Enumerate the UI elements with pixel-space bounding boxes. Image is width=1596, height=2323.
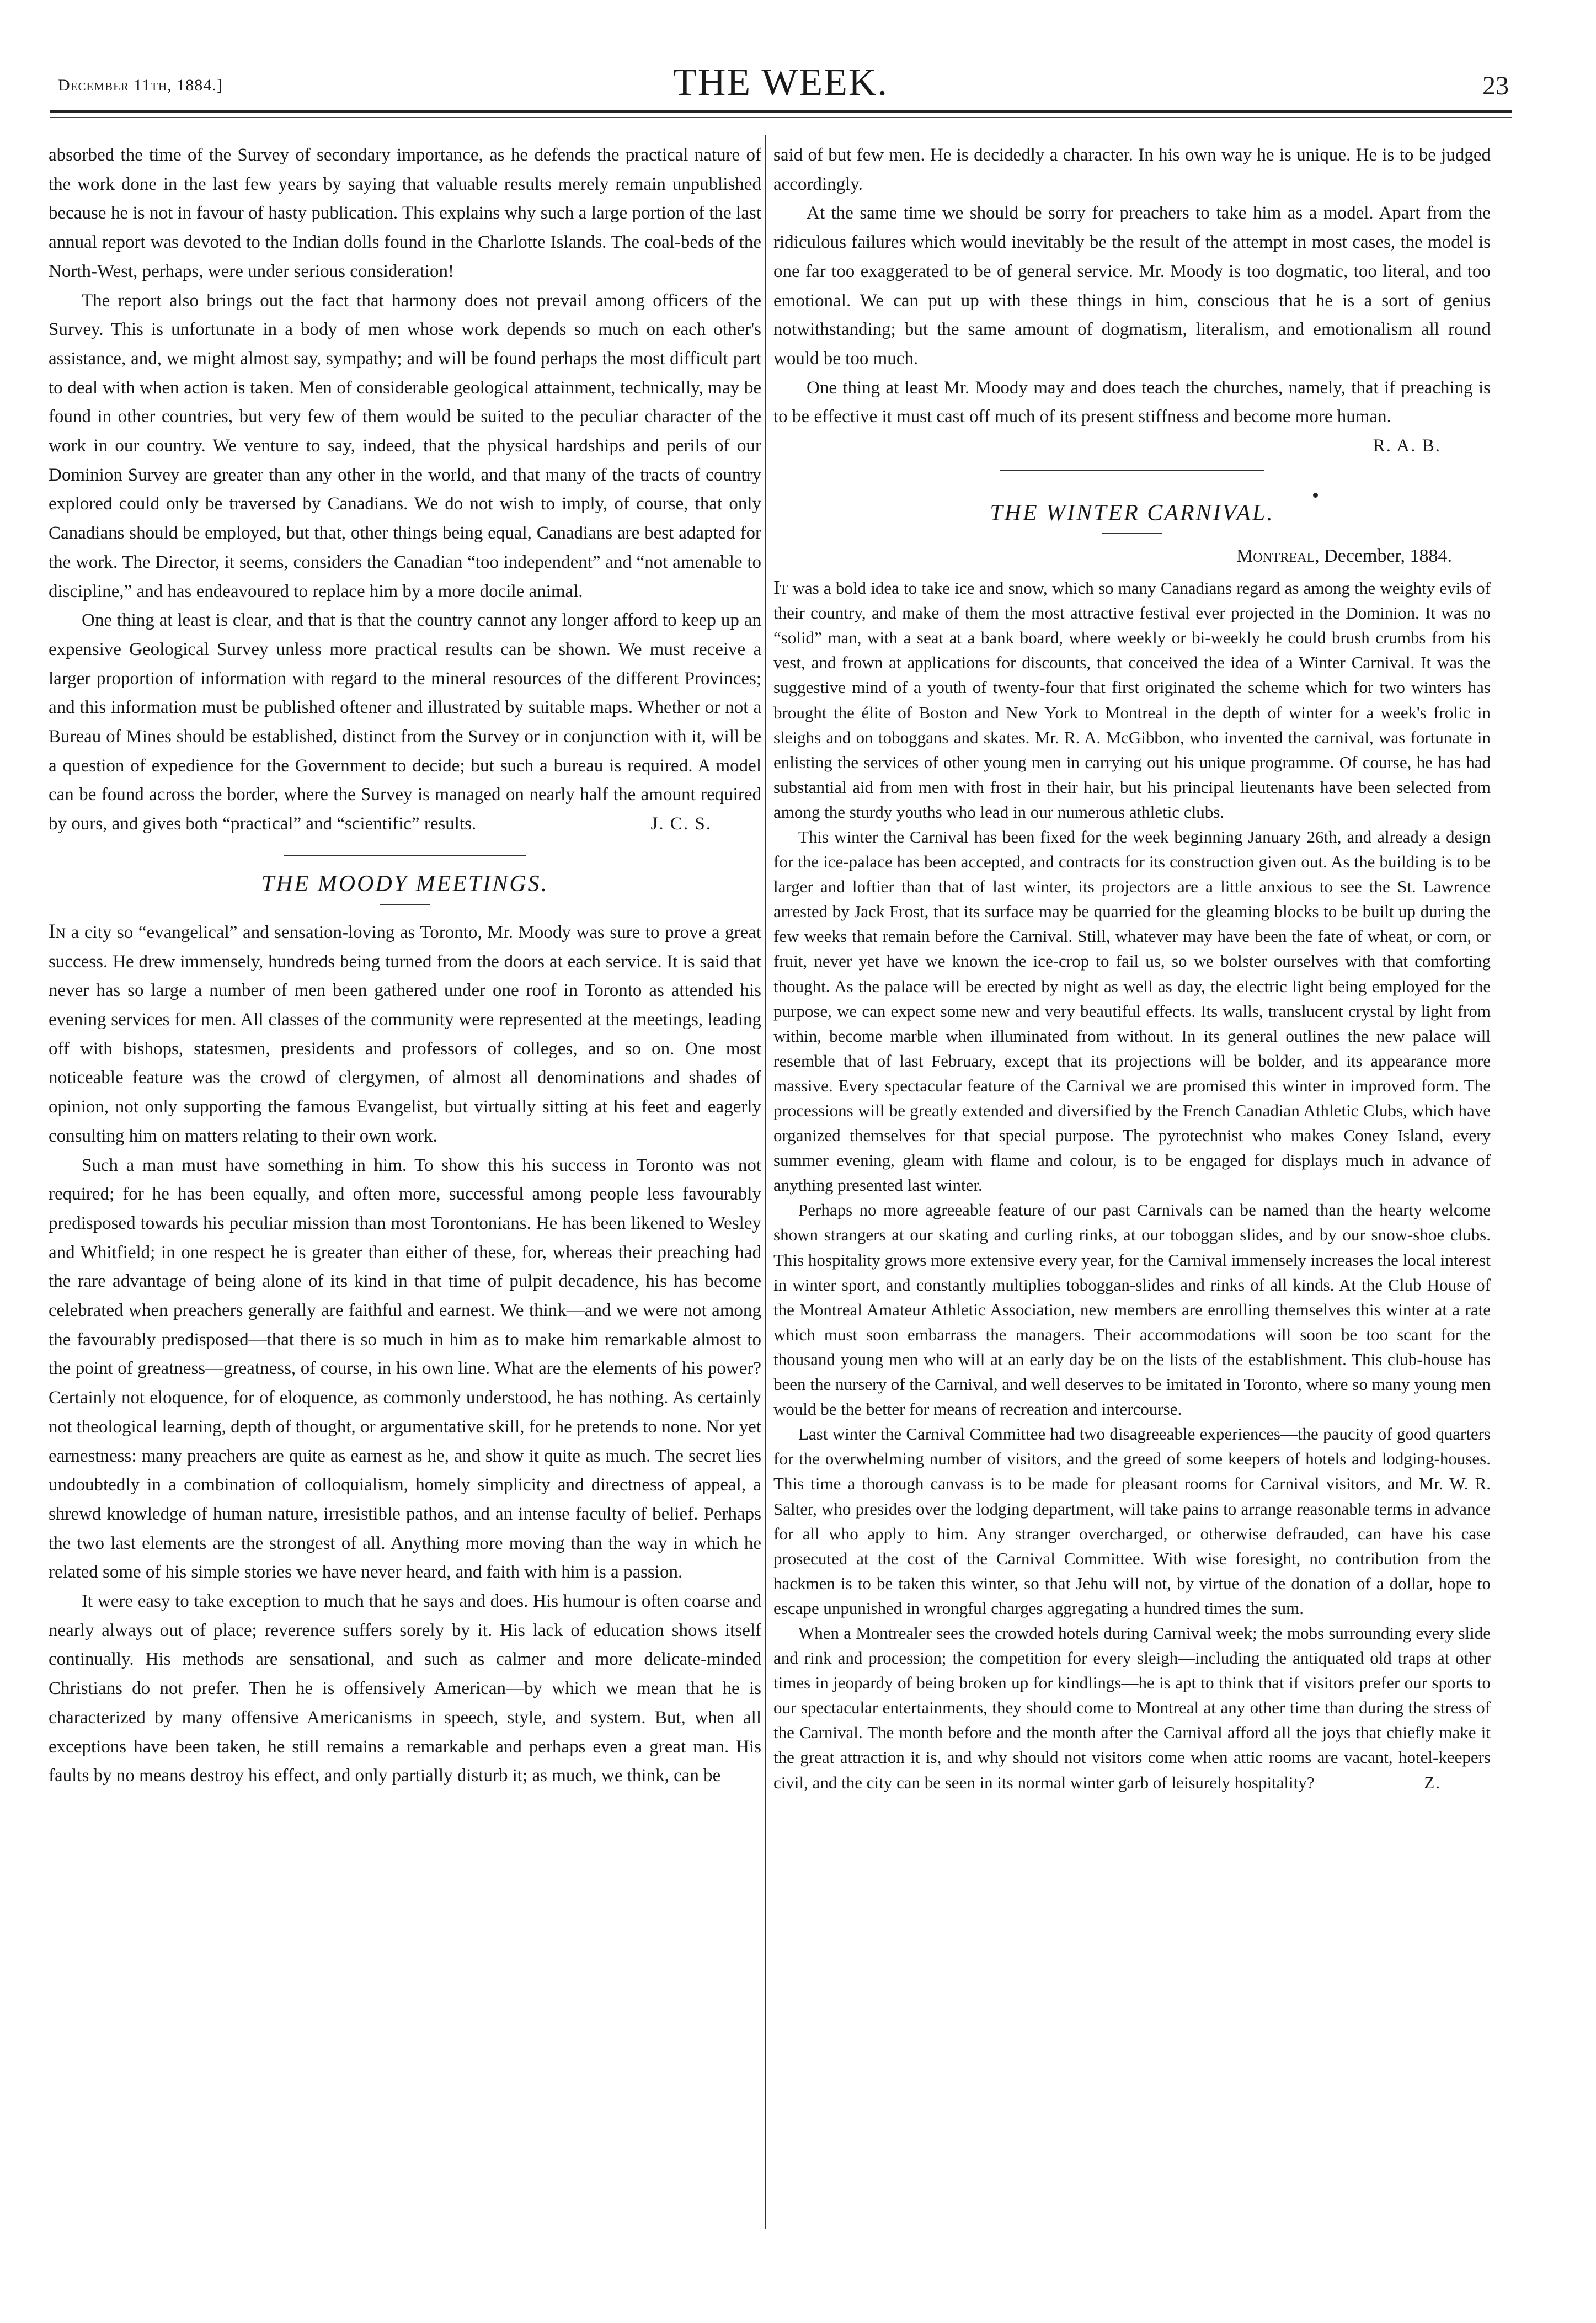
carnival-paragraph: This winter the Carnival has been fixed for the week beginning January 26th, and already a design for the ice-palace has been accepted, and contracts for its construction given out. As the building is to be larger and loftier than that of last winter, its projectors are a little anxious to see the St. Lawrence arrested by Jack Frost, that its surface may be quarried for the gleaming blocks to be built up during the few weeks that remain before the Carnival. Still, whatever may have been the fate of wheat, or corn, or fruit, never yet have we known the ice-crop to fail us, so we bolster ourselves with that comforting thought. As the palace will be erected by night as well as day, the electric light being employed for the purpose, we can expect some new and very beautiful effects. Its walls, translucent crystal by light from within, become marble when illuminated from without. In its general outlines the new palace will resemble that of last February, except that its projections will be bolder, and its appearance more massive. Every spectacular feature of the Carnival we are promised this winter in improved form. The processions will be greatly extended and diversified by the French Canadian Athletic Clubs, which have organized themselves for that special purpose. The pyrotechnist who makes Coney Island, every summer evening, gleam with flame and colour, is to be engaged for displays much in advance of anything presented last winter. [773,827,1491,1195]
drop-initial: It [773,577,788,599]
column-divider [765,135,766,2229]
dateline-place: Montreal [1236,546,1315,567]
survey-paragraph-text: One thing at least is clear, and that is that the country cannot any longer afford to keep up an expensive Geological Survey unless more practical results can be shown. We must receive a larger proportion of information with regard to the mineral resources of the different Provinces; and this information must be published oftener and illustrated by suitable maps. Whether or not a Bureau of Mines should be established, distinct from the Survey or in conjunction with it, will be a question of expedience for the Government to decide; but such a bureau is required. A model can be found across the border, where the Survey is managed on nearly half the amount required by ours, and gives both “practical” and “scientific” results. [49,610,761,834]
moody-paragraph: At the same time we should be sorry for preachers to take him as a model. Apart from the ridiculous failures which would inevitably be the result of the attempt in most cases, the model is one far too exaggerated to be of general service. Mr. Moody is too dogmatic, too literal, and too emotional. We can put up with these things in him, conscious that he is a sort of genius notwithstanding; but the same amount of dogmatism, literalism, and emotionalism all round would be too much. [773,203,1491,369]
carnival-paragraph-text: When a Montrealer sees the crowded hotels during Carnival week; the mobs surrounding every slide and rink and procession; the competition for every sleigh—including the antiquated old traps at other times in jeopardy of being broken up for kindlings—he is apt to think that if visitors prefer our sports to our spectacular entertainments, they should come to Montreal at any other time than during the stress of the Carnival. The month before and the month after the Carnival afford all the joys that chiefly make it the great attraction it is, and why should not visitors come when attic rooms are vacant, hotel-keepers civil, and the city can be seen in its normal winter garb of leisurely hospitality? [773,1623,1491,1792]
moody-paragraph-text: a city so “evangelical” and sensation-loving as Toronto, Mr. Moody was sure to prove a great success. He drew immensely, hundreds being turned from the doors at each service. It is said that never has so large a number of men been gathered under one roof in Toronto as attended his evening services for men. All classes of the community were represented at the meetings, leading off with bishops, statesmen, presidents and professors of colleges, and so on. One most noticeable feature was the crowd of clergymen, of almost all denominations and shades of opinion, not only supporting the famous Evangelist, but virtually sitting at his feet and eagerly consulting him on matters relating to their own work. [49,922,761,1146]
issue-date: December 11th, 1884.] [58,76,223,94]
masthead [52,61,1509,105]
section-rule [284,855,526,856]
moody-section-title: THE MOODY MEETINGS. [261,871,549,897]
survey-paragraph: absorbed the time of the Survey of secondary importance, as he defends the practical nature of the work done in the last few years by saying that valuable results merely remain unpublished because he is not in favour of hasty publication. This explains why such a large portion of the last annual report was devoted to the Indian dolls found in the Charlotte Islands. The coal-beds of the North-West, perhaps, were under serious consideration! [49,145,761,281]
carnival-signature: Z. [1424,1772,1441,1792]
moody-paragraph: Such a man must have something in him. To show this his success in Toronto was not required; for he has been equally, and often more, successful among people less favourably predisposed towards his peculiar mission than most Torontonians. He has been likened to Wesley and Whitfield; in one respect he is greater than either of these, for, whereas their preaching had the rare advantage of being alone of its kind in that time of pulpit decadence, his has become celebrated when preachers generally are faithful and earnest. We think—and we were not among the favourably predisposed—that there is so much in him as to make him remarkable almost to the point of greatness—greatness, of course, in his own line. What are the elements of his power? Certainly not eloquence, for of eloquence, as commonly understood, he has nothing. As certainly not theological learning, depth of thought, or argumentative skill, for he pretends to none. Nor yet earnestness: many preachers are quite as earnest as he, and show it quite as much. The secret lies undoubtedly in a combination of colloquialism, homely simplicity and directness of appeal, a shrewd knowledge of human nature, irresistible pathos, and an intense faculty of belief. Perhaps the two last elements are the strongest of all. Anything more moving than the way in which he related some of his simple stories we have never heard, and faith with him is a passion. [49,1155,761,1583]
newspaper-title: THE WEEK. [673,61,888,104]
carnival-paragraph-text: was a bold idea to take ice and snow, which so many Canadians regard as among the weighty evils of their country, and make of them the most attractive festival ever projected in the Dominion. It was no “solid” man, with a seat at a bank board, where weekly or bi-weekly he could brush crumbs from his vest, and frown at applications for discounts, that conceived the idea of a Winter Carnival. It was the suggestive mind of a youth of twenty-four that first originated the scheme which for two winters has brought the élite of Boston and New York to Montreal in the depth of winter for a week's frolic in sleighs and on toboggans and skates. Mr. R. A. McGibbon, who invented the carnival, was fortunate in enlisting the services of other young men in carrying out his unique programme. Of course, he has had substantial aid from men with frost in their hair, but his principal lieutenants have been selected from among the sturdy youths who lead in our numerous athletic clubs. [773,578,1491,822]
right-column [773,141,1491,2237]
section-rule [1000,470,1264,471]
left-column [49,141,761,2237]
moody-paragraph: said of but few men. He is decidedly a character. In his own way he is unique. He is to be judged accordingly. [773,145,1491,194]
title-underline [1102,533,1162,534]
carnival-dateline [773,542,1491,571]
masthead-rule-thin [50,117,1512,118]
moody-paragraph-text: One thing at least Mr. Moody may and does teach the churches, namely, that if preaching is to be effective it must cast off much of its present stiffness and become more human. [773,377,1491,427]
carnival-section-title: THE WINTER CARNIVAL. [990,500,1274,526]
moody-signature: R. A. B. [1373,436,1441,456]
carnival-paragraph [773,1621,1491,1795]
drop-initial: In [49,919,66,942]
moody-paragraph [49,917,761,1151]
survey-paragraph [49,606,761,839]
title-underline [380,904,430,905]
survey-signature: J. C. S. [650,814,712,834]
ink-dot [1313,493,1318,498]
carnival-paragraph: Perhaps no more agreeable feature of our past Carnivals can be named than the hearty welcome shown strangers at our skating and curling rinks, at our toboggan slides, and by our snow-shoe clubs. This hospitality grows more extensive every year, for the Carnival immensely increases the local interest in winter sport, and constantly multiplies toboggan-slides and rinks of all kinds. At the Club House of the Montreal Amateur Athletic Association, new members are enrolling themselves this winter at a rate which must soon embarrass the managers. Their accommodations will soon be too scant for the thousand young men who will at an early day be on the lists of the establishment. This club-house has been the nursery of the Carnival, and well deserves to be imitated in Toronto, where so many young men would be the better for means of recreation and intercourse. [773,1200,1491,1419]
carnival-paragraph [773,575,1491,824]
moody-paragraph: It were easy to take exception to much that he says and does. His humour is often coarse and nearly always out of place; reverence suffers sorely by it. His lack of education shows itself continually. His methods are sensational, and such as calmer and more delicate-minded Christians do not prefer. Then he is offensively American—by which we mean that he is characterized by many offensive Americanisms in speech, style, and system. But, when all exceptions have been taken, he still remains a remarkable and perhaps even a great man. His faults by no means destroy his effect, and only partially disturb it; as much, we think, can be [49,1591,761,1786]
moody-paragraph [773,374,1491,456]
carnival-paragraph: Last winter the Carnival Committee had two disagreeable experiences—the paucity of good quarters for the overwhelming number of visitors, and the greed of some keepers of hotels and lodging-houses. This time a thorough canvass is to be made for pleasant rooms for Carnival visitors, and Mr. W. R. Salter, who presides over the lodging department, will take pains to arrange reasonable terms in advance for all who apply to him. Any stranger overcharged, or otherwise defrauded, can have his case prosecuted at the cost of the Carnival Committee. With wise foresight, no contribution from the hackmen is to be taken this winter, so that Jehu will not, by virtue of the donation of a dollar, hope to escape unpunished in wrongful charges aggregating a hundred times the sum. [773,1424,1491,1618]
survey-paragraph: The report also brings out the fact that harmony does not prevail among officers of the Survey. This is unfortunate in a body of men whose work depends so much on each other's assistance, and, we might almost say, sympathy; and will be found perhaps the most difficult part to deal with when action is taken. Men of considerable geological attainment, technically, may be found in other countries, but very few of them would be suited to the peculiar character of the work in our country. We venture to say, indeed, that the physical hardships and perils of our Dominion Survey are greater than any other in the world, and that many of the tracts of country explored could only be traversed by Canadians. We do not wish to imply, of course, that only Canadians should be employed, but that, other things being equal, Canadians are best adapted for the work. The Director, it seems, considers the Canadian “too independent” and “not amenable to discipline,” and has endeavoured to replace him by a more docile animal. [49,290,761,601]
page-number: 23 [1482,71,1509,100]
masthead-rule [50,110,1512,113]
dateline-date: , December, 1884. [1315,546,1452,567]
